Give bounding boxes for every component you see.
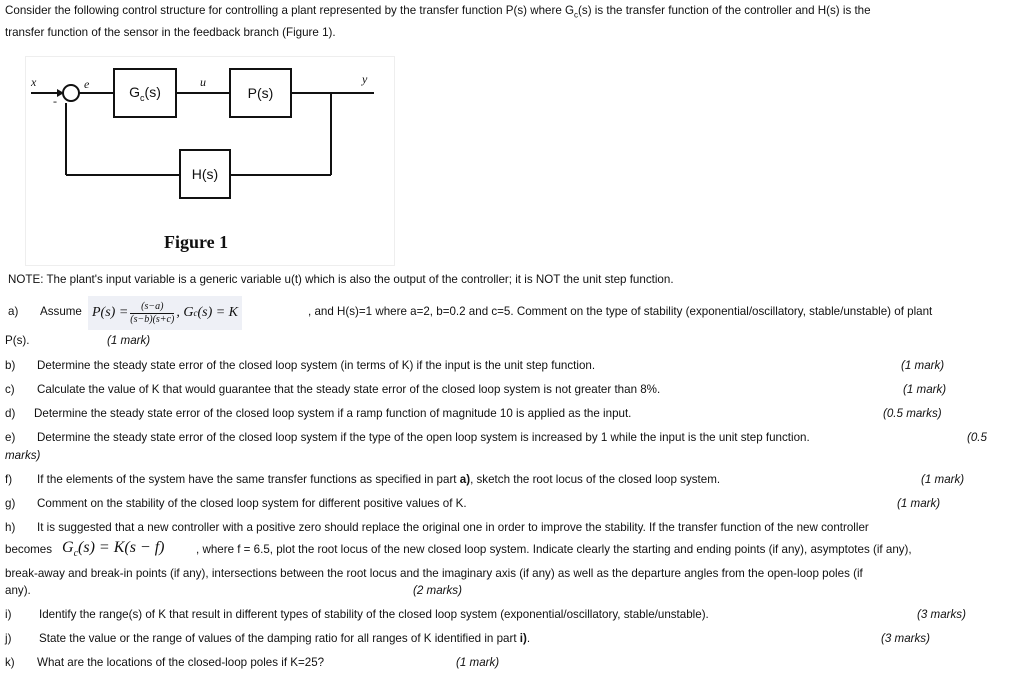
q-j-label: j) <box>5 632 12 645</box>
sensor-block <box>179 149 231 199</box>
sensor-label: H(s) <box>191 166 219 182</box>
q-f-text: If the elements of the system have the same transfer functions as specified in part a), sketch the root locus of the closed loop system. <box>37 473 721 486</box>
q-j-mark: (3 marks) <box>881 632 930 645</box>
q-j-text: State the value or the range of values of the damping ratio for all ranges of K identified in part i). <box>39 632 531 645</box>
q-g-text: Comment on the stability of the closed loop system for different positive values of K. <box>37 497 467 510</box>
q-a-text: , and H(s)=1 where a=2, b=0.2 and c=5. Comment on the type of stability (exponential/oscillatory, stable/unstable) of plant <box>308 305 933 318</box>
signal-y-label: y <box>362 72 368 86</box>
summing-junction <box>63 85 79 101</box>
q-h-mark: (2 marks) <box>413 584 462 597</box>
q-h-line-2: , where f = 6.5, plot the root locus of the new closed loop system. Indicate clearly the starting and ending points (if any), asymptotes (if any), <box>196 543 912 556</box>
intro-line-1-tail: (s) is the transfer function of the controller and H(s) is the <box>578 4 871 17</box>
q-h-line-3: break-away and break-in points (if any), intersections between the root locus and the imaginary axis (if any) as well as the departure angles from the open-loop poles (if <box>5 567 863 580</box>
signal-u-label: u <box>200 75 206 89</box>
plant-label: P(s) <box>247 85 274 101</box>
q-c-text: Calculate the value of K that would guarantee that the steady state error of the closed loop system is not greater than 8%. <box>37 383 661 396</box>
q-g-mark: (1 mark) <box>897 497 941 510</box>
q-e-label: e) <box>5 431 16 444</box>
q-a-formula <box>88 296 242 330</box>
q-b-label: b) <box>5 359 16 372</box>
q-a-fraction <box>130 301 174 326</box>
q-i-text: Identify the range(s) of K that result in different types of stability of the closed loop system (exponential/oscillatory, stable/unstable). <box>39 608 709 621</box>
plant-block <box>229 68 292 118</box>
q-k-text: What are the locations of the closed-loop poles if K=25? <box>37 656 325 669</box>
q-a-gc-tail: (s) = K <box>197 305 239 320</box>
intro-paragraph <box>5 2 1015 42</box>
q-b-mark: (1 mark) <box>901 359 945 372</box>
q-d-label: d) <box>5 407 16 420</box>
q-g-label: g) <box>5 497 16 510</box>
note-text: NOTE: The plant's input variable is a generic variable u(t) which is also the output of the controller; it is NOT the unit step function. <box>8 273 674 286</box>
q-k-mark: (1 mark) <box>456 656 500 669</box>
q-i-label: i) <box>5 608 12 621</box>
minus-sign: - <box>53 94 57 108</box>
q-e-mark: (0.5 <box>967 431 987 444</box>
q-d-mark: (0.5 marks) <box>883 407 942 420</box>
q-h-label: h) <box>5 521 16 534</box>
q-a-mark: (1 mark) <box>107 334 151 347</box>
q-k-label: k) <box>5 656 15 669</box>
controller-label: $G_c(s)$ <box>129 83 161 103</box>
q-a-denominator: (s−b)(s+c) <box>130 313 175 325</box>
q-h-becomes: becomes <box>5 543 53 556</box>
figure-1-block-diagram <box>25 56 395 266</box>
q-a-continuation: P(s). <box>5 334 30 347</box>
q-h-line-4: any). <box>5 584 31 597</box>
q-e-text: Determine the steady state error of the closed loop system if the type of the open loop system is increased by 1 while the input is the unit step function. <box>37 431 810 444</box>
q-d-text: Determine the steady state error of the closed loop system if a ramp function of magnitude 10 is applied as the input. <box>34 407 632 420</box>
q-c-mark: (1 mark) <box>903 383 947 396</box>
q-c-label: c) <box>5 383 15 396</box>
intro-line-2: transfer function of the sensor in the feedback branch (Figure 1). <box>5 26 336 40</box>
q-b-text: Determine the steady state error of the closed loop system (in terms of K) if the input is the unit step function. <box>37 359 596 372</box>
signal-x-label: x <box>31 75 37 89</box>
q-h-formula: $G_c(s) = K(s - f)$ <box>62 539 165 560</box>
intro-line-1: Consider the following control structure for controlling a plant represented by the transfer function P(s) where G <box>5 4 575 17</box>
q-f-label: f) <box>5 473 13 486</box>
q-a-numerator: (s−a) <box>130 301 174 314</box>
figure-caption: Figure 1 <box>164 232 229 252</box>
q-h-line-1: It is suggested that a new controller with a positive zero should replace the original one in order to improve the stability. If the transfer function of the new controller <box>37 521 869 534</box>
controller-block <box>113 68 177 118</box>
intro-subscript: c <box>574 10 579 20</box>
q-a-assume: Assume <box>40 305 82 318</box>
q-a-gc: , G <box>176 305 194 320</box>
q-a-label: a) <box>8 305 19 318</box>
q-e-mark-cont: marks) <box>5 449 41 462</box>
signal-e-label: e <box>84 77 90 91</box>
q-a-p-lhs: P(s) = <box>92 305 129 320</box>
q-a-gc-sub: c <box>193 308 198 318</box>
q-f-mark: (1 mark) <box>921 473 965 486</box>
q-i-mark: (3 marks) <box>917 608 966 621</box>
